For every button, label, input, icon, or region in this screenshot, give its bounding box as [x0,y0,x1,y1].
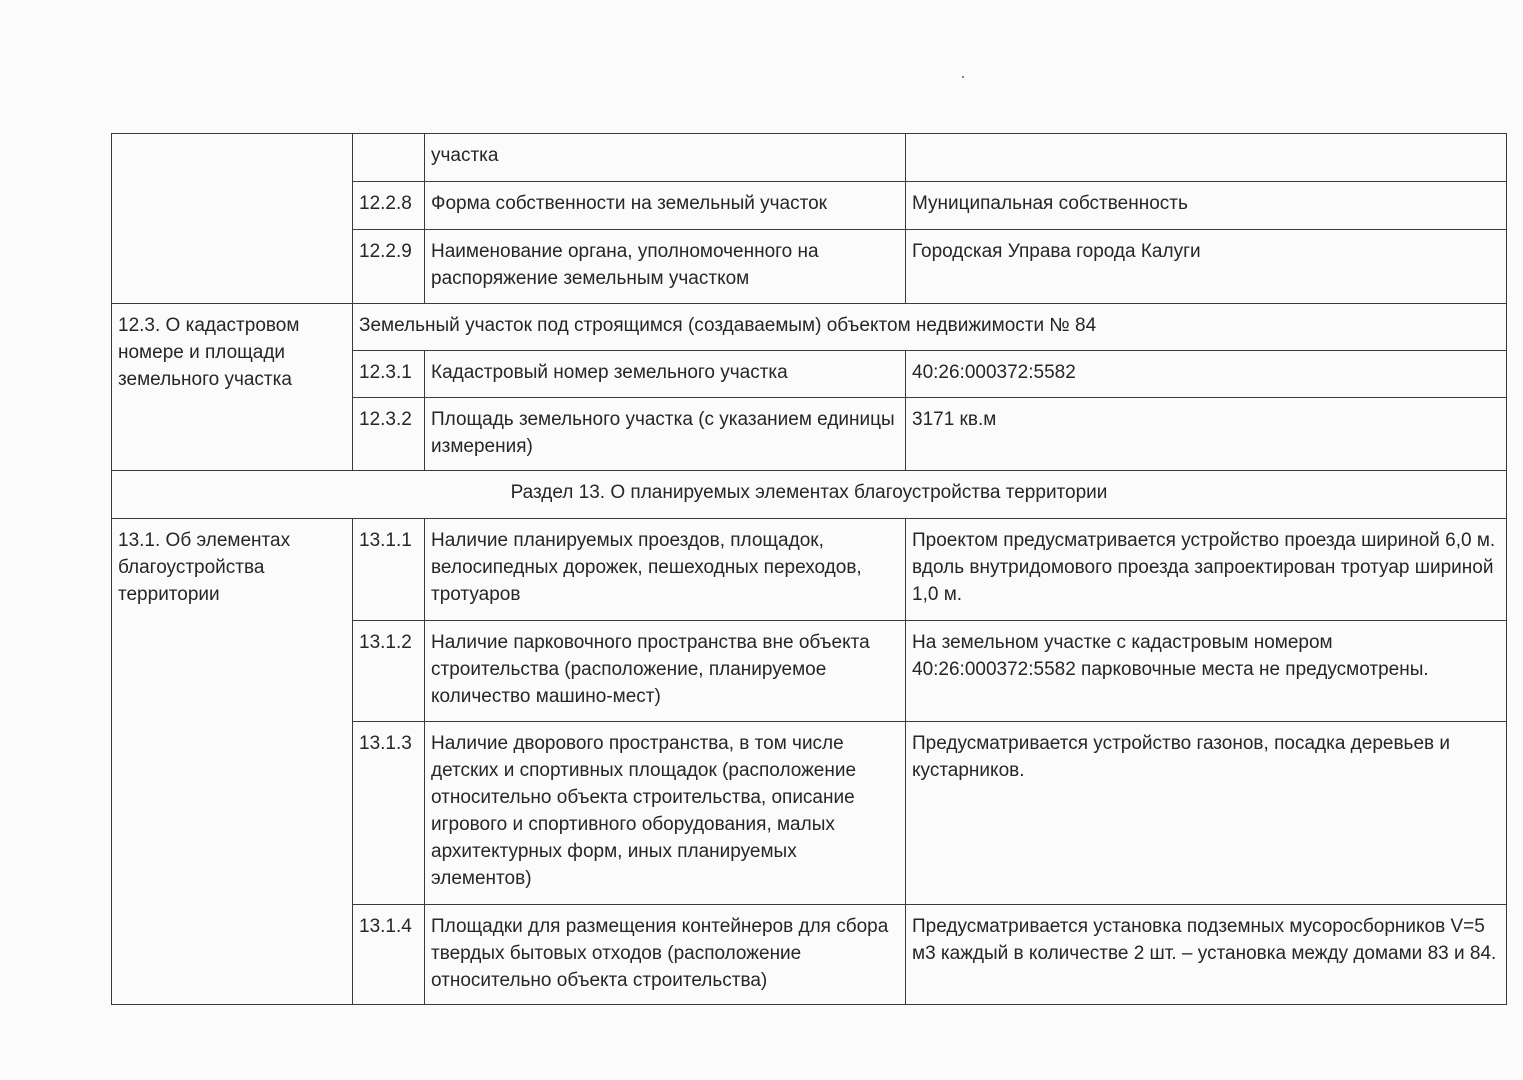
row-description: Наличие планируемых проездов, площадок, велосипедных дорожек, пешеходных переходов, тротуаров [425,519,906,621]
row-number: 12.3.1 [353,351,425,398]
row-description: Наименование органа, уполномоченного на распоряжение земельным участком [425,230,906,304]
group-label-cell: 13.1. Об элементах благоустройства территории [112,519,353,1005]
row-number: 13.1.4 [353,905,425,1005]
row-description: участка [425,134,906,182]
row-value: На земельном участке с кадастровым номером 40:26:000372:5582 парковочные места не предусмотрены. [906,621,1507,722]
scan-speck [962,76,964,78]
row-number [353,134,425,182]
row-description: Форма собственности на земельный участок [425,182,906,230]
document-table [111,133,1507,1005]
row-description: Площадь земельного участка (с указанием единицы измерения) [425,398,906,471]
row-number: 13.1.2 [353,621,425,722]
subsection-header: Земельный участок под строящимся (создаваемым) объектом недвижимости № 84 [353,304,1507,351]
table-row [112,519,1507,621]
row-description: Наличие дворового пространства, в том числе детских и спортивных площадок (расположение относительно объекта строительства, описание игрового и спортивного оборудования, малых архитектурных форм, иных планируемых элементов) [425,722,906,905]
row-value: Муниципальная собственность [906,182,1507,230]
row-value [906,134,1507,182]
row-value: Предусматривается устройство газонов, посадка деревьев и кустарников. [906,722,1507,905]
row-value: Проектом предусматривается устройство проезда шириной 6,0 м. вдоль внутридомового проезда запроектирован тротуар шириной 1,0 м. [906,519,1507,621]
row-number: 12.2.8 [353,182,425,230]
section-heading: Раздел 13. О планируемых элементах благоустройства территории [112,471,1507,519]
row-value: 3171 кв.м [906,398,1507,471]
table-row [112,471,1507,519]
table-row [112,134,1507,182]
row-number: 12.3.2 [353,398,425,471]
row-value: Городская Управа города Калуги [906,230,1507,304]
row-number: 13.1.1 [353,519,425,621]
row-value: 40:26:000372:5582 [906,351,1507,398]
row-description: Площадки для размещения контейнеров для сбора твердых бытовых отходов (расположение относительно объекта строительства) [425,905,906,1005]
row-description: Кадастровый номер земельного участка [425,351,906,398]
row-number: 13.1.3 [353,722,425,905]
row-value: Предусматривается установка подземных мусоросборников V=5 м3 каждый в количестве 2 шт. – установка между домами 83 и 84. [906,905,1507,1005]
table-row [112,304,1507,351]
group-label-cell-empty [112,134,353,304]
group-label-cell: 12.3. О кадастровом номере и площади земельного участка [112,304,353,471]
row-number: 12.2.9 [353,230,425,304]
row-description: Наличие парковочного пространства вне объекта строительства (расположение, планируемое количество машино-мест) [425,621,906,722]
